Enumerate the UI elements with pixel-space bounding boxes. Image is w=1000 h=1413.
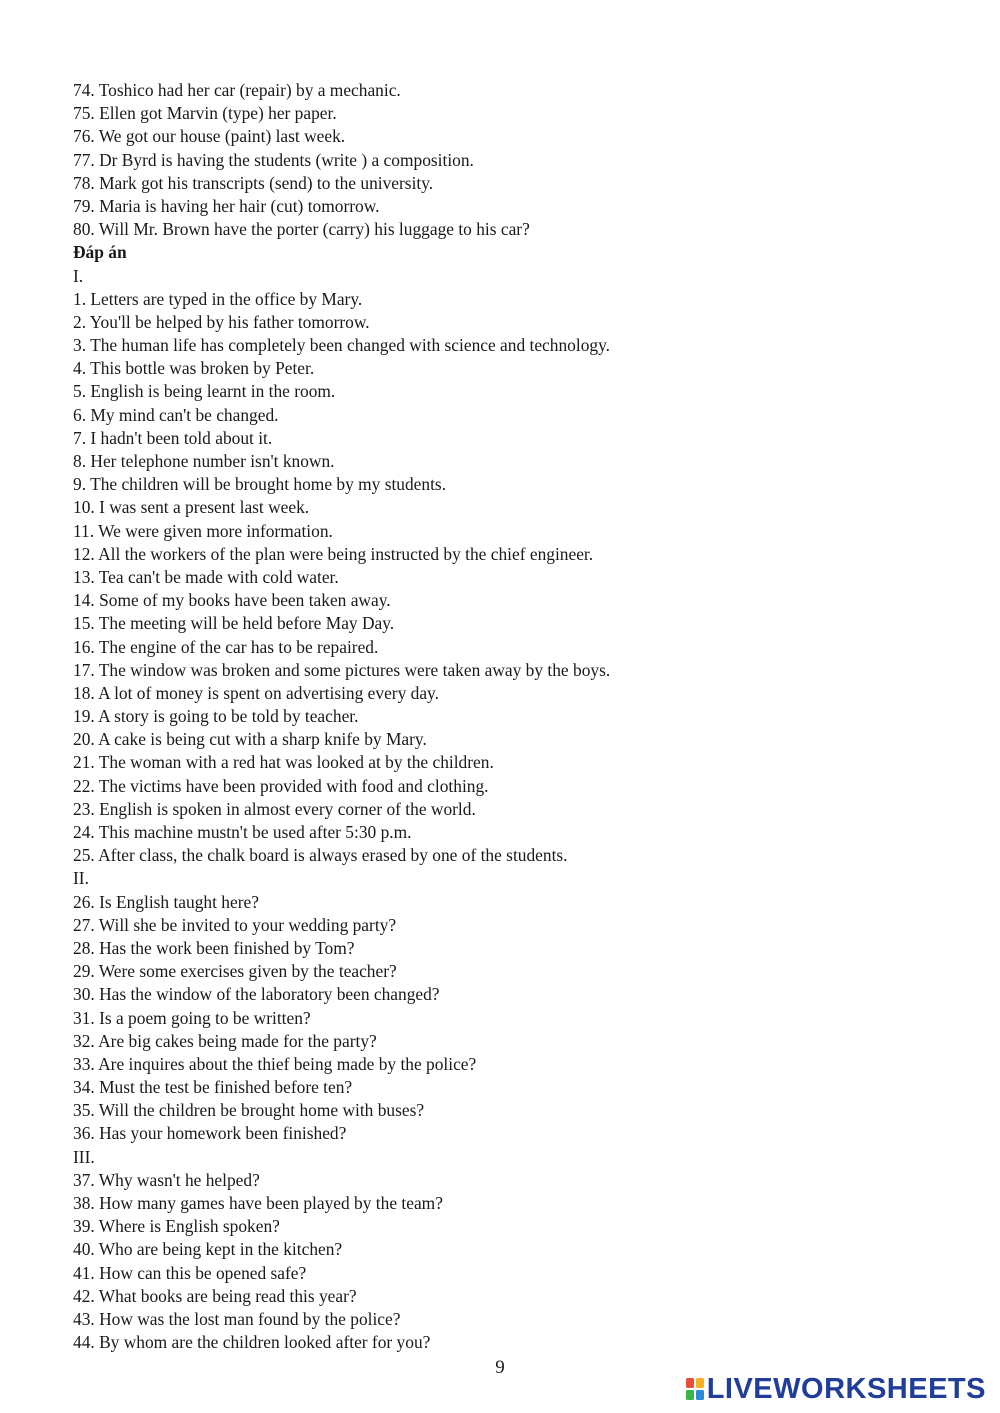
text-line: 15. The meeting will be held before May Day. — [73, 613, 395, 634]
text-line: 12. All the workers of the plan were being instructed by the chief engineer. — [73, 543, 594, 564]
text-line: I. — [73, 265, 84, 286]
text-line: 35. Will the children be brought home with buses? — [73, 1100, 425, 1121]
text-line: 9. The children will be brought home by my students. — [73, 474, 447, 495]
text-line: 38. How many games have been played by the team? — [73, 1193, 443, 1213]
text-line: 21. The woman with a red hat was looked at by the children. — [73, 752, 494, 773]
text-line: 28. Has the work been finished by Tom? — [73, 937, 355, 958]
page-number: 9 — [495, 1357, 505, 1378]
text-line: 76. We got our house (paint) last week. — [73, 126, 346, 147]
text-line: 16. The engine of the car has to be repaired. — [73, 636, 379, 657]
text-line: 42. What books are being read this year? — [73, 1285, 357, 1306]
text-line: 26. Is English taught here? — [73, 891, 259, 912]
text-line: 75. Ellen got Marvin (type) her paper. — [73, 103, 337, 124]
text-line: 2. You'll be helped by his father tomorrow. — [73, 311, 370, 332]
liveworksheets-watermark — [686, 1374, 986, 1404]
text-line: 11. We were given more information. — [73, 520, 333, 541]
text-line: 6. My mind can't be changed. — [73, 404, 279, 425]
text-line: 29. Were some exercises given by the teacher? — [73, 961, 397, 982]
text-line: 79. Maria is having her hair (cut) tomorrow. — [73, 195, 380, 216]
text-line: 37. Why wasn't he helped? — [73, 1169, 260, 1190]
text-line: 44. By whom are the children looked after for you? — [73, 1332, 431, 1353]
text-line: 40. Who are being kept in the kitchen? — [73, 1239, 343, 1260]
text-line: 19. A story is going to be told by teacher. — [73, 706, 359, 727]
text-line: 27. Will she be invited to your wedding party? — [73, 914, 397, 935]
text-line: 22. The victims have been provided with food and clothing. — [73, 775, 489, 796]
liveworksheets-wordmark: LIVEWORKSHEETS — [706, 1373, 986, 1405]
text-line: 36. Has your homework been finished? — [73, 1123, 347, 1144]
text-line: 18. A lot of money is spent on advertising every day. — [73, 682, 439, 703]
answer-key-heading: Đáp án — [73, 242, 127, 263]
text-line: 4. This bottle was broken by Peter. — [73, 358, 315, 379]
text-line: 34. Must the test be finished before ten? — [73, 1077, 353, 1098]
text-line: 23. English is spoken in almost every corner of the world. — [73, 798, 476, 819]
text-line: 80. Will Mr. Brown have the porter (carry) his luggage to his car? — [73, 219, 530, 240]
text-line: 33. Are inquires about the thief being made by the police? — [73, 1053, 477, 1074]
text-line: 20. A cake is being cut with a sharp knife by Mary. — [73, 729, 427, 750]
text-line: 41. How can this be opened safe? — [73, 1262, 307, 1283]
text-line: 17. The window was broken and some pictures were taken away by the boys. — [73, 659, 611, 680]
text-line: 78. Mark got his transcripts (send) to the university. — [73, 172, 434, 193]
liveworksheets-logo-icon — [686, 1378, 704, 1400]
text-line: 39. Where is English spoken? — [73, 1216, 280, 1237]
text-line: 31. Is a poem going to be written? — [73, 1007, 311, 1028]
text-line: 30. Has the window of the laboratory been changed? — [73, 984, 440, 1005]
text-line: 32. Are big cakes being made for the party? — [73, 1030, 377, 1051]
text-line: II. — [73, 868, 89, 889]
text-line: 14. Some of my books have been taken away. — [73, 590, 391, 611]
text-line: 3. The human life has completely been changed with science and technology. — [73, 335, 610, 356]
document-body — [73, 79, 953, 1354]
text-line: 1. Letters are typed in the office by Mary. — [73, 288, 363, 309]
text-line: 8. Her telephone number isn't known. — [73, 451, 335, 471]
text-line: 13. Tea can't be made with cold water. — [73, 566, 339, 587]
text-line: 7. I hadn't been told about it. — [73, 427, 273, 448]
text-line: 74. Toshico had her car (repair) by a mechanic. — [73, 80, 401, 100]
text-line: 43. How was the lost man found by the police? — [73, 1308, 401, 1329]
text-line: III. — [73, 1146, 95, 1167]
text-line: 77. Dr Byrd is having the students (write ) a composition. — [73, 149, 474, 170]
text-line: 10. I was sent a present last week. — [73, 497, 310, 518]
text-line: 24. This machine mustn't be used after 5:30 p.m. — [73, 822, 412, 842]
text-line: 5. English is being learnt in the room. — [73, 381, 336, 402]
text-line: 25. After class, the chalk board is always erased by one of the students. — [73, 845, 568, 866]
